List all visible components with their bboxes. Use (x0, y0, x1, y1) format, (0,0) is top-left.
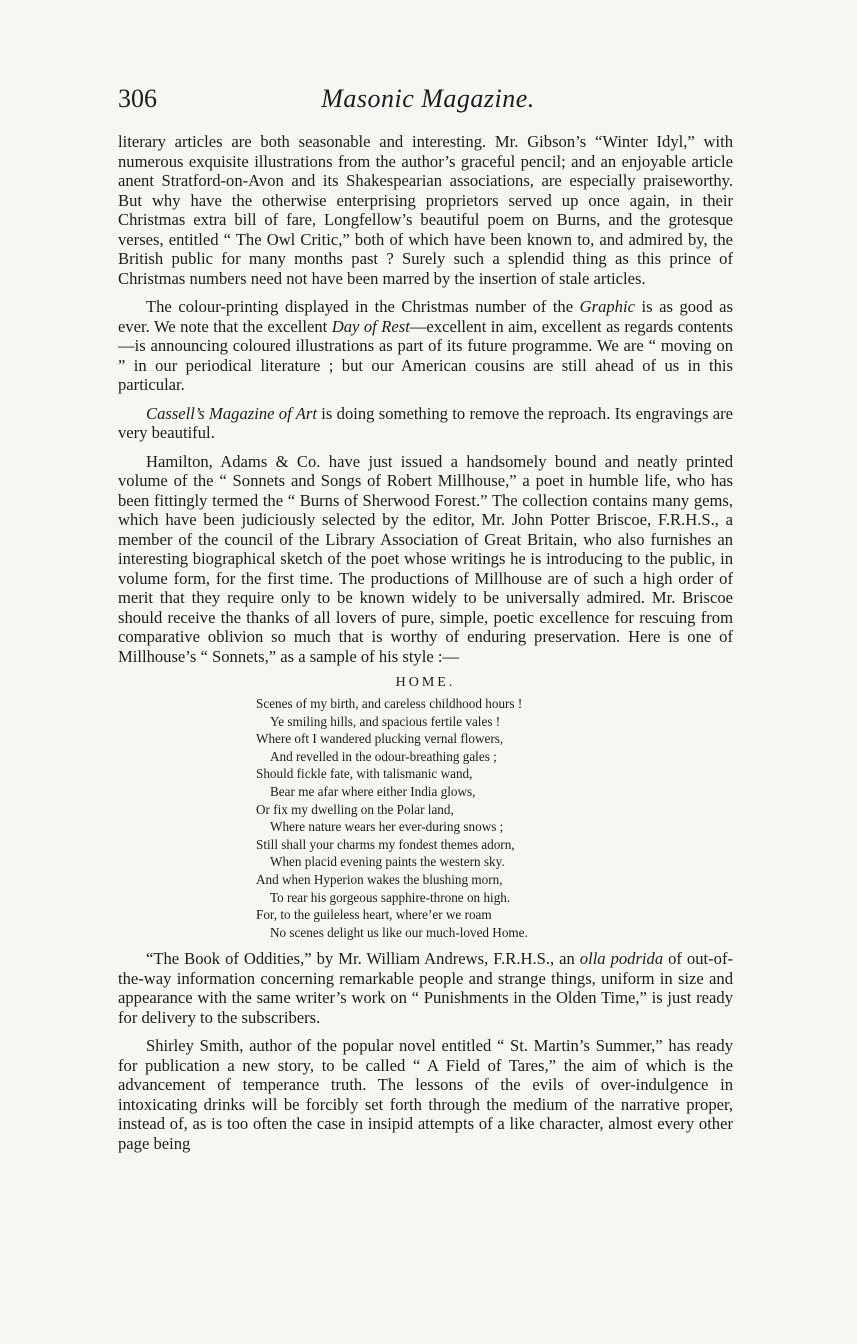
paragraph (118, 949, 733, 1027)
paragraph (118, 1036, 733, 1153)
sonnet-lines (256, 695, 733, 941)
poem-line: When placid evening paints the western sky. (270, 854, 505, 870)
page-header (118, 84, 738, 116)
poem-line: Ye smiling hills, and spacious fertile vales ! (270, 713, 501, 729)
poem-line: Where oft I wandered plucking vernal flowers, (256, 731, 504, 747)
poem-line: Scenes of my birth, and careless childhood hours ! (256, 696, 523, 711)
text-run: is as good as ever. We note that the excellent (118, 297, 734, 336)
poem-line: Still shall your charms my fondest themes adorn, (256, 836, 515, 852)
text-run: “The Book of Oddities,” by Mr. William Andrews, F.R.H.S., an (146, 949, 580, 969)
italic-text: Day of Rest (331, 316, 410, 336)
paragraph (118, 404, 733, 443)
text-run: The colour-printing displayed in the Christmas number of the (146, 297, 580, 316)
paragraph (118, 297, 733, 395)
text-run: —excellent in aim, excellent as regards contents—is announcing coloured illustrations as part of its future programme. We are “ moving on ” in our periodical literature ; but our American cousins are still ahead of us in this particular. (118, 316, 734, 394)
text-run: is doing something to remove the reproach. Its engravings are very beautiful. (118, 403, 733, 442)
italic-text: olla podrida (579, 949, 664, 969)
italic-text: Cassell’s Magazine of Art (146, 403, 317, 423)
poem-line: No scenes delight us like our much-loved Home. (270, 924, 528, 940)
paragraphs-after-poem (118, 949, 733, 1153)
text-run: literary articles are both seasonable and interesting. Mr. Gibson’s “Winter Idyl,” with numerous exquisite illustrations from the author’s graceful pencil; and an enjoyable article anent Stratford-on-Avon and its Shakespearian associations, are especially praiseworthy. But why have the otherwise enterprising proprietors served up once again, in their Christmas extra bill of fare, Longfellow’s beautiful poem on Burns, and the grotesque verses, entitled “ The Owl Critic,” both of which have been known to, and admired by, the British public for many months past ? Surely such a splendid thing as this prince of Christmas numbers need not have been marred by the insertion of stale articles. (118, 132, 733, 288)
paragraph (118, 452, 733, 667)
poem-line: Should fickle fate, with talismanic wand, (256, 766, 473, 782)
text-run: Hamilton, Adams & Co. have just issued a handsomely bound and neatly printed volume of the “ Sonnets and Songs of Robert Millhouse,” a poet in humble life, who has been fittingly termed the “ Burns of Sherwood Forest.” The collection contains many gems, which have been judiciously selected by the editor, Mr. John Potter Briscoe, F.R.H.S., a member of the council of the Library Association of Great Britain, who also furnishes an interesting biographical sketch of the poet whose writings he is introducing to the public, in volume form, for the first time. The productions of Millhouse are of such a high order of merit that they require only to be known widely to be universally admired. Mr. Briscoe should receive the thanks of all lovers of pure, simple, poetic excellence for rescuing from comparative oblivion so much that is worthy of enduring preservation. Here is one of Millhouse’s “ Sonnets,” as a sample of his style :— (118, 451, 733, 666)
text-run: of out-of-the-way information concerning remarkable people and strange things, uniform in size and appearance with the same writer’s work on “ Punishments in the Olden Time,” is just ready for delivery to the subscribers. (118, 949, 734, 1027)
running-title: Masonic Magazine. (321, 84, 535, 113)
poem-line: Or fix my dwelling on the Polar land, (256, 801, 454, 817)
paragraph (118, 132, 733, 288)
poem-line: And revelled in the odour-breathing gales ; (270, 748, 497, 764)
page-number: 306 (118, 84, 157, 113)
poem-line: Where nature wears her ever-during snows ; (270, 819, 504, 835)
sonnet-title: HOME. (395, 675, 456, 690)
paragraphs-before-poem (118, 132, 733, 666)
poem-line: Bear me afar where either India glows, (270, 783, 476, 799)
poem-line: To rear his gorgeous sapphire-throne on high. (270, 889, 511, 905)
italic-text: Graphic (579, 297, 635, 316)
poem-line: And when Hyperion wakes the blushing morn, (256, 871, 503, 887)
sonnet (118, 675, 733, 941)
text-run: Shirley Smith, author of the popular novel entitled “ St. Martin’s Summer,” has ready for publication a new story, to be called “ A Field of Tares,” the aim of which is the advancement of temperance truth. The lessons of the evils of over-indulgence in intoxicating drinks will be forcibly set forth through the medium of the narrative proper, instead of, as is too often the case in insipid attempts of a like character, almost every other page being (118, 1036, 733, 1153)
article-body (118, 132, 733, 1162)
poem-line: For, to the guileless heart, where’er we roam (256, 907, 492, 923)
